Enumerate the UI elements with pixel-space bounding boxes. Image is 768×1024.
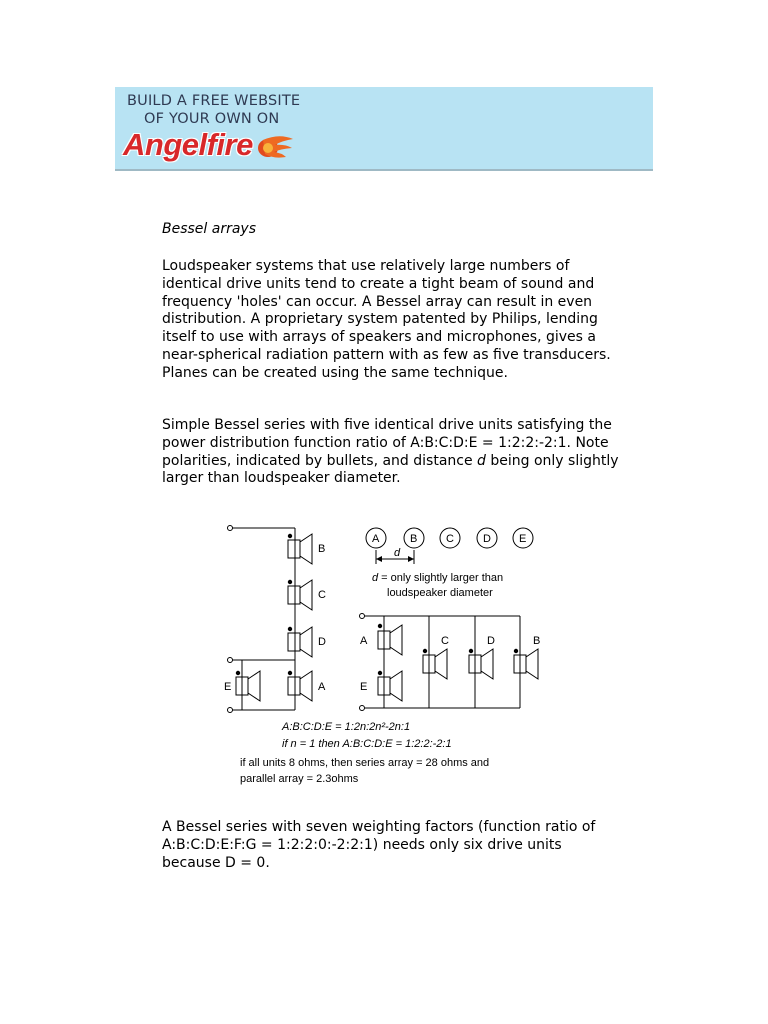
circle-label-E: E: [519, 533, 527, 545]
parallel-label-E: E: [360, 681, 368, 693]
spacing-note-symbol: d: [372, 572, 379, 584]
circle-label-C: C: [446, 533, 454, 545]
banner-line-2: OF YOUR OWN ON: [144, 111, 280, 127]
angelfire-ad-banner[interactable]: [115, 87, 653, 171]
circle-label-B: B: [410, 533, 418, 545]
series-label-A: A: [318, 681, 326, 693]
speaker-D-parallel: [469, 649, 493, 679]
parallel-label-D: D: [487, 635, 495, 647]
speaker-C-parallel: [423, 649, 447, 679]
speaker-A-parallel: [378, 625, 402, 655]
series-input-terminal: [228, 526, 233, 531]
circle-label-A: A: [372, 533, 380, 545]
speaker-E-series: [236, 671, 260, 701]
series-label-C: C: [318, 589, 326, 601]
bessel-array-diagram: [222, 518, 542, 788]
impedance-note-1: if all units 8 ohms, then series array = 28 ohms and: [240, 757, 490, 769]
speaker-B-series: [288, 534, 312, 564]
para2-text-end: being only slightly larger than loudspeaker diameter.: [162, 452, 619, 487]
series-label-E: E: [224, 681, 232, 693]
spacing-note-text: = only slightly larger than: [378, 572, 504, 584]
para2-text-start: Simple Bessel series with five identical drive units satisfying the power distribution function ratio of A:B:C:D:E = 1:2:2:-2:1. Note polarities, indicated by bullets, and distance: [162, 417, 612, 469]
bessel-series-paragraph: [162, 417, 622, 488]
spacing-note-line-2: loudspeaker diameter: [387, 587, 493, 599]
parallel-label-A: A: [360, 635, 368, 647]
intro-paragraph: Loudspeaker systems that use relatively large numbers of identical drive units tend to create a tight beam of sound and frequency 'holes' can occur. A Bessel array can result in even distribution. A proprietary system patented by Philips, lending itself to use with arrays of speakers and microphones, gives a near-spherical radiation pattern with as few as five transducers. Planes can be created using the same technique.: [162, 258, 611, 381]
flame-icon: [255, 135, 295, 161]
spacing-symbol: d: [394, 547, 401, 559]
banner-line-1: BUILD A FREE WEBSITE: [127, 93, 301, 109]
speaker-E-parallel: [378, 671, 402, 701]
speaker-D-series: [288, 627, 312, 657]
equation-1: A:B:C:D:E = 1:2n:2n²-2n:1: [282, 721, 411, 733]
parallel-label-B: B: [533, 635, 541, 647]
angelfire-logo: Angelfire: [123, 127, 253, 162]
spacing-note-line-1: [372, 572, 503, 584]
equation-2: if n = 1 then A:B:C:D:E = 1:2:2:-2:1: [282, 738, 452, 750]
polarity-bullets: [236, 534, 518, 675]
speaker-B-parallel: [514, 649, 538, 679]
impedance-note-2: parallel array = 2.3ohms: [240, 773, 359, 785]
parallel-label-C: C: [441, 635, 449, 647]
circle-label-D: D: [483, 533, 491, 545]
speaker-A-series: [288, 671, 312, 701]
para2-d-symbol: d: [477, 452, 486, 469]
section-heading: Bessel arrays: [162, 221, 257, 237]
seven-weighting-paragraph: A Bessel series with seven weighting factors (function ratio of A:B:C:D:E:F:G = 1:2:2:0:-2:2:1) needs only six drive units because D = 0.: [162, 819, 596, 871]
series-label-B: B: [318, 543, 326, 555]
series-label-D: D: [318, 636, 326, 648]
speaker-C-series: [288, 580, 312, 610]
